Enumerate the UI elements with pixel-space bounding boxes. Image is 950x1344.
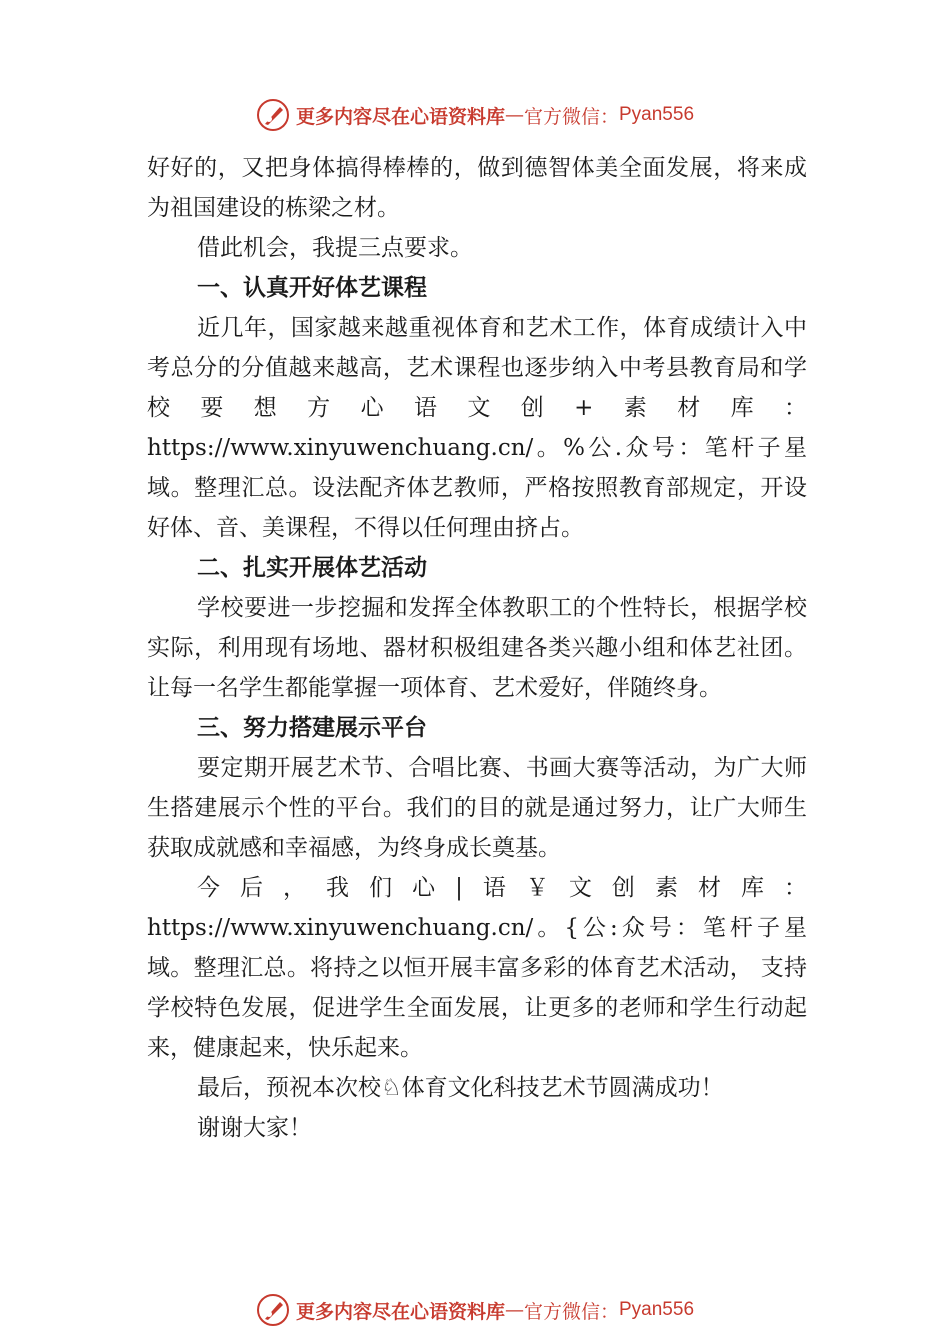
paragraph: 谢谢大家！ (197, 1115, 312, 1141)
paragraph: 借此机会，我提三点要求。 (197, 235, 473, 261)
paragraph-continuation: 好好的，又把身体搞得棒棒的，做到德智体美全面发展，将来成为祖国建设的栋梁之材。 (147, 155, 807, 221)
watermark-wechat-label: 官方微信： (523, 1300, 619, 1323)
quill-logo-icon (256, 1293, 290, 1327)
watermark-wechat-id: Pyan556 (619, 104, 695, 125)
paragraph: 学校要进一步挖掘和发挥全体教职工的个性特长，根据学校实际，利用现有场地、器材积极组建各类兴趣小组和体艺社团。让每一名学生都能掌握一项体育、艺术爱好，伴随终身。 (147, 595, 807, 701)
watermark-main-text: 更多内容尽在心语资料库 (295, 1300, 505, 1323)
paragraph: 今后，我们心|语￥文创素材库：https://www.xinyuwenchuang.cn/。{公:众号：笔杆子星域。整理汇总。将持之以恒开展丰富多彩的体育艺术活动， 支持学校特色发展，促进学生全面发展，让更多的老师和学生行动起来，健康起来，快乐起来。 (147, 875, 807, 1061)
paragraph: 最后，预祝本次校♘体育文化科技艺术节圆满成功！ (197, 1075, 724, 1101)
watermark-dash: — (504, 104, 524, 126)
watermark-wechat-label: 官方微信： (523, 105, 619, 128)
watermark-wechat-id: Pyan556 (619, 1299, 695, 1320)
paragraph: 要定期开展艺术节、合唱比赛、书画大赛等活动，为广大师生搭建展示个性的平台。我们的目的就是通过努力，让广大师生获取成就感和幸福感，为终身成长奠基。 (147, 755, 807, 861)
document-body (147, 148, 807, 1148)
section-heading: 三、努力搭建展示平台 (197, 715, 427, 741)
watermark-dash: — (504, 1299, 524, 1321)
section-heading: 二、扎实开展体艺活动 (197, 555, 427, 581)
quill-logo-icon (256, 98, 290, 132)
watermark-footer (0, 1290, 950, 1330)
section-heading: 一、认真开好体艺课程 (197, 275, 427, 301)
paragraph: 近几年，国家越来越重视体育和艺术工作，体育成绩计入中考总分的分值越来越高，艺术课程也逐步纳入中考县教育局和学校要想方心语文创+素材库：https://www.xinyuwenchuang.cn/。%公.众号：笔杆子星域。整理汇总。设法配齐体艺教师，严格按照教育部规定，开设好体、音、美课程，不得以任何理由挤占。 (147, 315, 807, 541)
watermark-header (0, 95, 950, 135)
watermark-main-text: 更多内容尽在心语资料库 (295, 105, 505, 128)
